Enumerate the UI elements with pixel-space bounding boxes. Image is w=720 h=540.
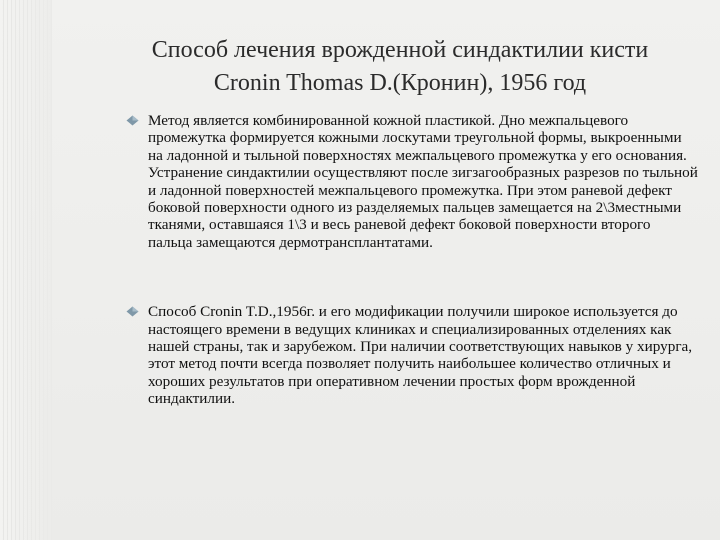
bullet-list	[124, 112, 698, 408]
bullet-item	[124, 112, 698, 251]
slide-title-line-1: Способ лечения врожденной синдактилии кисти	[151, 37, 649, 63]
bullet-text: Метод является комбинированной кожной пластикой. Дно межпальцевого промежутка формируется кожными лоскутами треугольной формы, выкроенными на ладонной и тыльной поверхностях межпальцевого промежутка у его основания. Устранение синдактилии осуществляют после зигзагообразных разрезов по тыльной и ладонной поверхностей межпальцевого промежутка. При этом раневой дефект боковой поверхности одного из разделяемых пальцев замещается на 2\3местными тканями, оставшаяся 1\3 и весь раневой дефект боковой поверхности второго пальца замещаются дермотрансплантатами.	[148, 112, 698, 251]
slide-title	[120, 34, 680, 100]
bullet-item	[124, 303, 698, 407]
decorative-stripe-band	[0, 0, 52, 540]
diamond-bullet-icon	[126, 306, 139, 317]
bullet-text: Способ Cronin T.D.,1956г. и его модификации получили широкое используется до настоящего времени в ведущих клиниках и специализированных отделениях как нашей страны, так и зарубежом. При наличии соответствующих навыков у хирурга, этот метод почти всегда позволяет получить наибольшее количество отличных и хороших результатов при оперативном лечении простых форм врожденной синдактилии.	[148, 303, 693, 408]
diamond-bullet-icon	[126, 115, 139, 126]
slide-title-line-2: Cronin Thomas D.(Кронин), 1956 год	[213, 70, 587, 96]
